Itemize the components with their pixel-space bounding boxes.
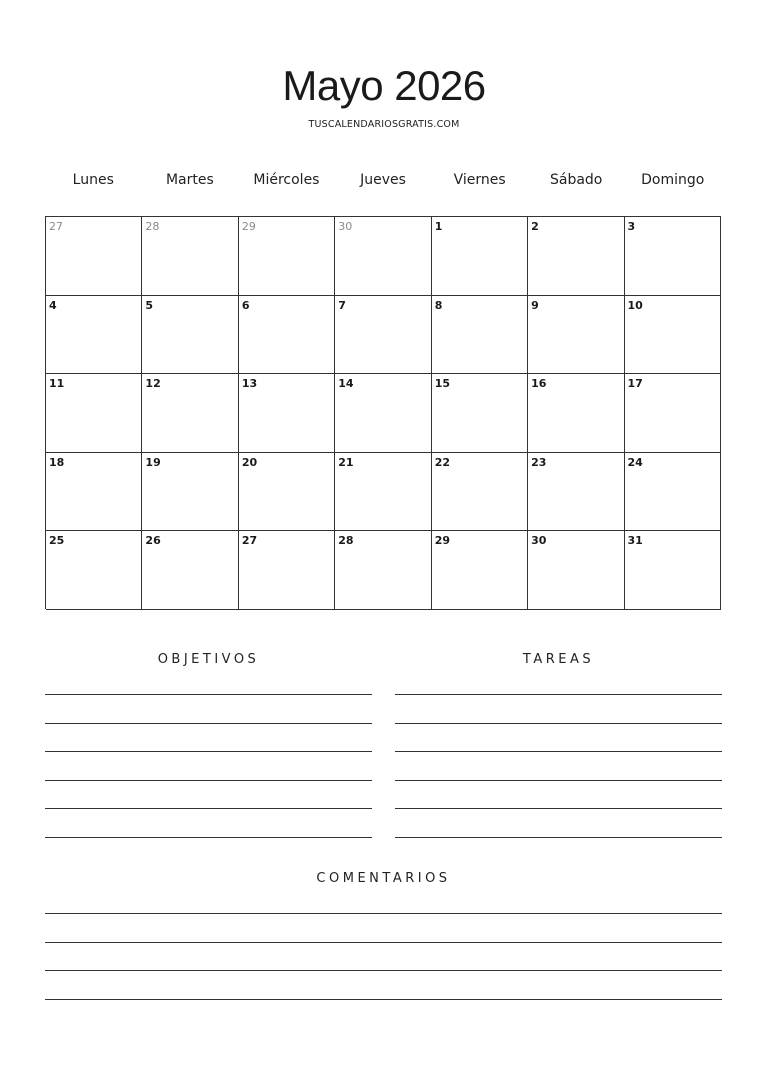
- writing-line: [395, 751, 722, 752]
- calendar-day-cell-outside-month: [239, 217, 335, 296]
- day-number: 10: [627, 298, 643, 312]
- weekday-label: Sábado: [549, 172, 603, 188]
- day-number: 24: [627, 455, 643, 469]
- weekday-label: Jueves: [360, 172, 406, 188]
- calendar-day-cell: [432, 217, 528, 296]
- calendar-day-cell: [528, 531, 624, 610]
- day-number: 26: [145, 534, 161, 548]
- day-number: 6: [241, 298, 250, 312]
- calendar-day-cell: [46, 531, 142, 610]
- day-number: 7: [338, 298, 346, 312]
- weekday-label: Miércoles: [253, 172, 320, 188]
- calendar-day-cell: [142, 374, 238, 453]
- calendar-day-cell: [239, 296, 335, 375]
- calendar-day-cell: [46, 374, 142, 453]
- writing-line: [45, 837, 372, 838]
- day-number: 27: [49, 220, 63, 233]
- day-number: 12: [145, 377, 161, 391]
- writing-line: [45, 942, 722, 943]
- calendar-day-cell: [432, 531, 528, 610]
- writing-line: [45, 780, 372, 781]
- page-title: Mayo 2026: [282, 62, 486, 109]
- day-number: 19: [145, 455, 161, 469]
- weekday-header-row: [45, 172, 721, 192]
- writing-line: [45, 751, 372, 752]
- calendar-week-row: [46, 217, 721, 296]
- calendar-day-cell: [142, 531, 238, 610]
- calendar-day-cell: [528, 453, 624, 532]
- day-number: 14: [338, 377, 354, 391]
- day-number: 15: [434, 377, 450, 391]
- writing-line: [45, 723, 372, 724]
- calendar-grid: [45, 216, 721, 609]
- website-subtitle: TUSCALENDARIOSGRATIS.COM: [308, 119, 460, 130]
- day-number: 2: [531, 220, 539, 233]
- calendar-day-cell: [432, 374, 528, 453]
- weekday-label: Domingo: [641, 172, 705, 188]
- weekday-label: Viernes: [453, 172, 506, 188]
- calendar-day-cell: [335, 296, 431, 375]
- writing-line: [395, 780, 722, 781]
- calendar-day-cell: [335, 374, 431, 453]
- day-number: 30: [338, 220, 353, 233]
- calendar-day-cell: [239, 453, 335, 532]
- calendar-day-cell-outside-month: [46, 217, 142, 296]
- weekday-label: Martes: [165, 172, 214, 188]
- day-number: 28: [145, 220, 160, 233]
- calendar-day-cell: [528, 374, 624, 453]
- day-number: 29: [434, 534, 450, 548]
- calendar-day-cell: [528, 296, 624, 375]
- day-number: 30: [531, 534, 547, 548]
- calendar-day-cell: [625, 296, 721, 375]
- calendar-day-cell: [625, 453, 721, 532]
- writing-line: [395, 694, 722, 695]
- calendar-day-cell: [625, 531, 721, 610]
- calendar-day-cell: [625, 217, 721, 296]
- calendar-day-cell-outside-month: [335, 217, 431, 296]
- tareas-heading: TAREAS: [522, 652, 595, 667]
- calendar-day-cell: [335, 453, 431, 532]
- day-number: 16: [531, 377, 547, 391]
- writing-line: [45, 694, 372, 695]
- calendar-week-row: [46, 296, 721, 375]
- writing-line: [395, 808, 722, 809]
- day-number: 17: [627, 377, 643, 391]
- day-number: 4: [49, 298, 57, 312]
- calendar-day-cell: [625, 374, 721, 453]
- day-number: 18: [49, 455, 65, 469]
- day-number: 5: [145, 298, 154, 312]
- day-number: 22: [434, 455, 450, 469]
- day-number: 31: [627, 534, 643, 548]
- writing-line: [395, 723, 722, 724]
- day-number: 11: [49, 377, 65, 391]
- writing-line: [395, 837, 722, 838]
- comentarios-heading: COMENTARIOS: [316, 871, 451, 886]
- calendar-day-cell: [239, 531, 335, 610]
- calendar-day-cell: [46, 453, 142, 532]
- day-number: 8: [434, 298, 443, 312]
- calendar-day-cell: [239, 374, 335, 453]
- calendar-week-row: [46, 453, 721, 532]
- calendar-day-cell: [46, 296, 142, 375]
- writing-line: [45, 999, 722, 1000]
- day-number: 13: [241, 377, 258, 391]
- day-number: 28: [338, 534, 354, 548]
- objetivos-heading: OBJETIVOS: [157, 652, 260, 667]
- writing-line: [45, 808, 372, 809]
- writing-line: [45, 913, 722, 914]
- calendar-day-cell: [142, 453, 238, 532]
- calendar-week-row: [46, 374, 721, 453]
- weekday-label: Lunes: [72, 172, 114, 188]
- calendar-week-row: [46, 531, 721, 610]
- day-number: 1: [434, 220, 443, 233]
- calendar-day-cell: [432, 453, 528, 532]
- calendar-day-cell: [528, 217, 624, 296]
- calendar-day-cell: [142, 296, 238, 375]
- day-number: 23: [531, 455, 547, 469]
- day-number: 27: [241, 534, 258, 548]
- day-number: 9: [531, 298, 539, 312]
- writing-line: [45, 970, 722, 971]
- day-number: 21: [338, 455, 354, 469]
- day-number: 20: [241, 455, 258, 469]
- day-number: 29: [241, 220, 256, 233]
- day-number: 25: [49, 534, 65, 548]
- calendar-day-cell: [432, 296, 528, 375]
- calendar-day-cell: [335, 531, 431, 610]
- day-number: 3: [627, 220, 636, 233]
- calendar-day-cell-outside-month: [142, 217, 238, 296]
